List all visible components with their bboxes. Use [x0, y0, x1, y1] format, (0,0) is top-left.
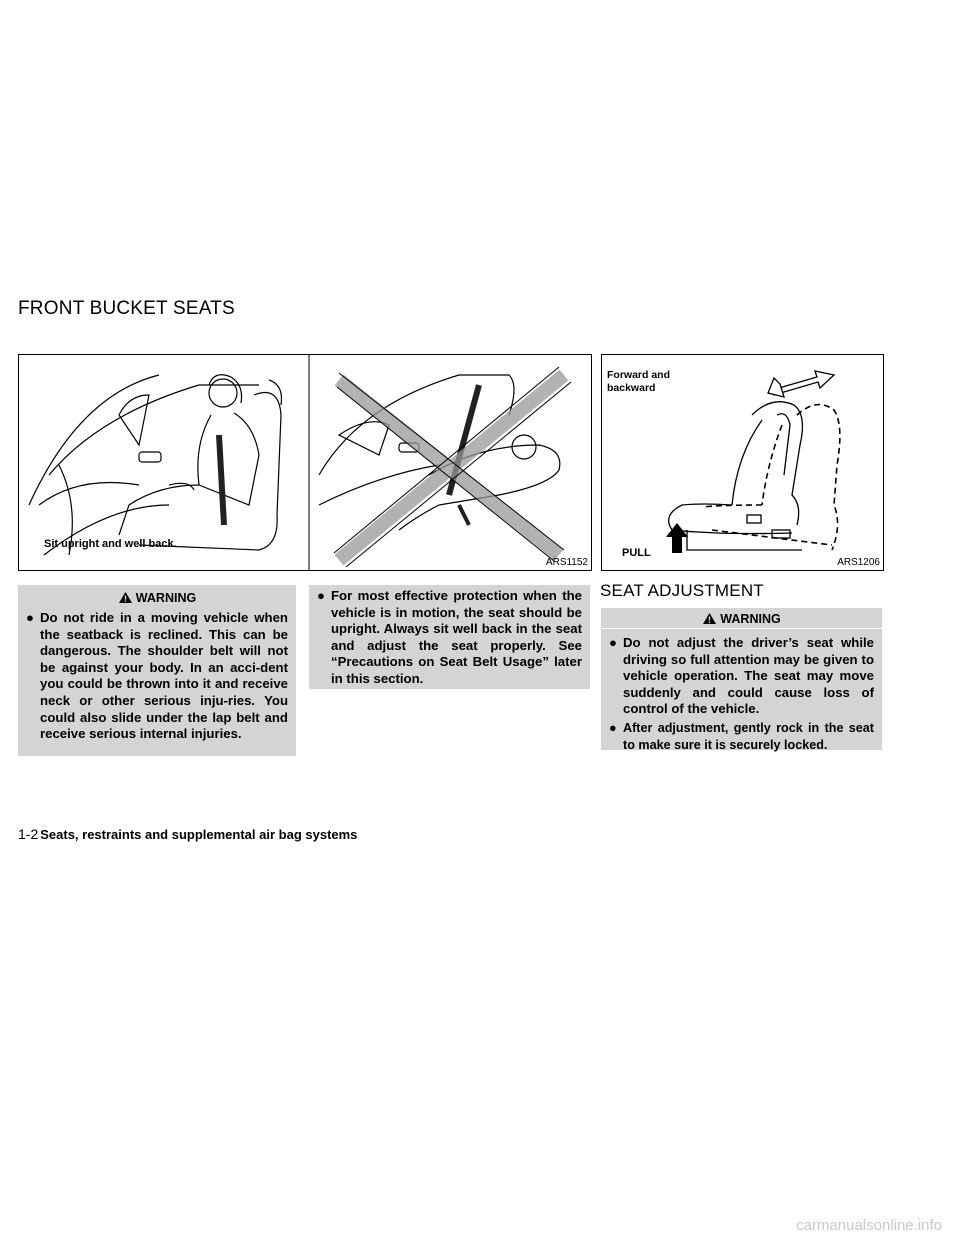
- figure-code: ARS1206: [837, 557, 880, 568]
- warning-item-text: After adjustment, gently rock in the seat to make sure it is securely locked.: [623, 720, 874, 752]
- warning-box: [18, 585, 296, 756]
- pull-label: PULL: [622, 547, 651, 559]
- figure-code: ARS1152: [545, 557, 588, 568]
- warning-item: [26, 610, 288, 743]
- section-title: FRONT BUCKET SEATS: [18, 298, 235, 319]
- page-footer: [18, 826, 357, 842]
- warning-item-text: Do not ride in a moving vehicle when the seatback is reclined. This can be dangerous. The shoulder belt will not be against your body. In an acci-dent you could be thrown into it and receive neck or other serious inju-ries. You could also slide under the lap belt and receive serious internal injuries.: [40, 610, 288, 742]
- warning-heading: [601, 610, 882, 629]
- seating-posture-illustration: [19, 355, 591, 570]
- warning-heading: [26, 589, 288, 607]
- footer-title: Seats, restraints and supplemental air bag systems: [40, 827, 358, 842]
- seat-adjustment-figure: [601, 354, 884, 571]
- posture-caption: Sit upright and well back.: [44, 538, 177, 550]
- subsection-title: SEAT ADJUSTMENT: [600, 581, 764, 600]
- warning-heading-text: WARNING: [720, 612, 781, 626]
- page-number: 1-2: [18, 826, 39, 842]
- watermark: carmanualsonline.info: [796, 1217, 942, 1234]
- warning-item: [317, 588, 582, 688]
- seat-adjustment-warning-box: [601, 608, 882, 750]
- seating-posture-figure: [18, 354, 592, 571]
- bullet-icon: ●: [317, 588, 325, 603]
- warning-heading-text: WARNING: [135, 591, 197, 605]
- bullet-icon: ●: [26, 610, 34, 625]
- warning-item: [609, 720, 874, 753]
- bullet-icon: ●: [609, 720, 617, 735]
- warning-item: [609, 635, 874, 718]
- warning-item-text: For most effective protection when the vehicle is in motion, the seat should be upright. Always sit well back in the seat and adjust the seat properly. See “Precautions on Seat Belt Usage” later in this section.: [331, 588, 582, 686]
- warning-triangle-icon: [702, 612, 717, 625]
- warning-item-text: Do not adjust the driver’s seat while driving so full attention may be given to vehicle operation. The seat may move suddenly and could cause loss of control of the vehicle.: [623, 635, 874, 717]
- warning-box-continued: [309, 585, 590, 689]
- bullet-icon: ●: [609, 635, 617, 650]
- warning-triangle-icon: [118, 591, 133, 604]
- forward-backward-label: Forward and backward: [607, 369, 671, 394]
